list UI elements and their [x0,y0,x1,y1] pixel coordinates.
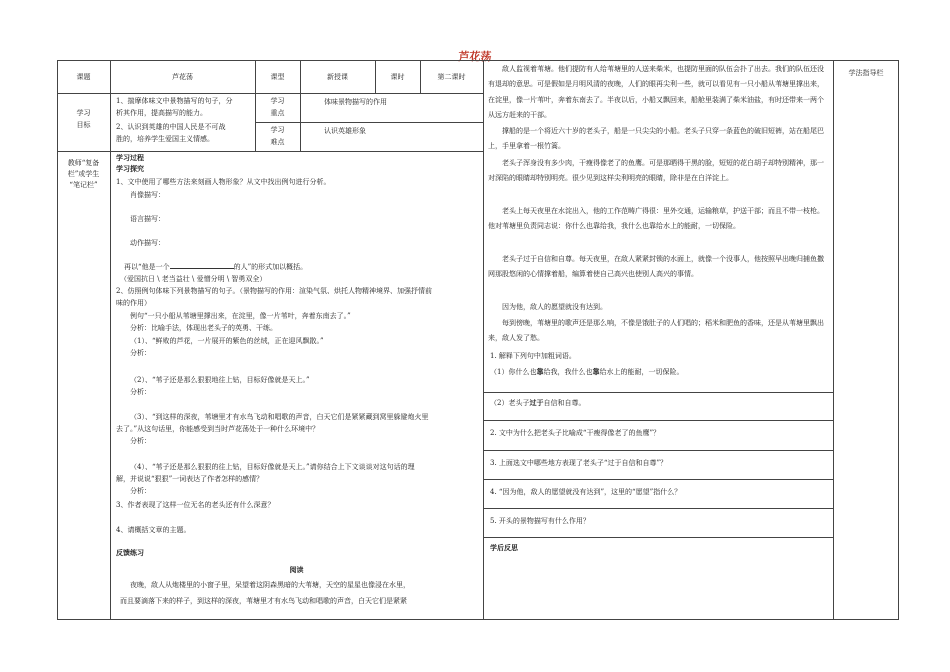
key-value: 体味景物描写的作用 [324,98,387,106]
period-label: 课时 [390,73,405,81]
divider [255,122,483,123]
reading-text: 而且要滴落下来的样子，到这样的深夜，苇塘里才有水鸟飞动和唱歌的声音，白天它们是紧紧 [120,597,407,605]
difficulty-value: 认识英雄形象 [324,127,366,135]
goals-label: 目标 [76,121,91,129]
example: 例句“一只小船从苇塘里撑出来，在淀里，像一片苇叶，奔着东南去了。” [130,312,351,320]
key-label: 重点 [270,109,285,117]
divider [483,508,833,509]
example-analysis: 分析：比喻手法，体现出老头子的英勇、干练。 [130,324,277,332]
prompt: 语言描写： [130,215,165,223]
type-label: 课型 [270,73,285,81]
reading-text: 夜晚，敌人从炮楼里的小窗子里，呆望着这阴森黑暗的大苇塘，天空的星星也像浸在水里， [130,581,410,589]
reading-paragraph: 每到傍晚，苇塘里的歌声还是那么响，不像是饿肚子的人们唱的；稻米和肥鱼的香味，还是从苇塘里飘出来，敌人发了愁。 [488,319,824,343]
goals-label: 学习 [76,109,91,117]
goal-line: 胜的，培养学生爱国主义情感。 [116,135,214,143]
sentence: （2）、“苇子还是那么狠狠地往上钻，目标好像就是天上。” [130,376,310,384]
analysis: 分析： [130,388,151,396]
reading-paragraph: 老头上每天夜里在水淀出入，他的工作范畴广得很：里外交通，运输粮草，护送干部；而且不带一枝枪。他对苇塘里负责同志说：你什么也靠给我，我什么也靠给水上的能耐，一切保险。 [488,207,824,231]
sentence: （3）、“到这样的深夜，苇塘里才有水鸟飞动和唱歌的声音，白天它们是紧紧藏到窝里躲避炮火里 [130,413,429,421]
exercise: 5. 开头的景物描写有什么作用？ [490,517,590,525]
topic-value: 芦花荡 [172,73,193,81]
reading-heading: 阅读 [289,565,304,574]
prompt: 肖像描写： [130,191,165,199]
note-column-label: 教师“复备 [67,159,100,167]
question: 1、文中使用了哪些方法来刻画人物形象？从文中找出例句进行分析。 [116,178,331,186]
exercise-item: （2）老头子过于自信和自尊。 [490,398,586,407]
goal-line: 2、认识到英雄的中国人民是不可战 [116,123,226,131]
divider [483,479,833,480]
sentence: （4）、“苇子还是那么狠狠的往上钻，目标好像就是天上。”请你结合上下文谈谈对这句话的理 [130,463,415,471]
blank-line[interactable] [170,262,234,269]
difficulty-label: 学习 [270,126,285,134]
divider [483,420,833,421]
prompt: 再以“他是一个 的人”的形式加以概括。 [124,263,308,271]
divider [833,60,834,620]
topic-label: 课题 [76,73,91,81]
goal-line: 析其作用，提高描写的能力。 [116,109,207,117]
divider [483,60,484,620]
reflection-heading: 学后反思 [490,543,518,552]
exercise: 4. “因为他，敌人的愿望就没有达到”，这里的“愿望”指什么？ [490,488,682,496]
exercise: 3. 上面选文中哪些地方表现了老头子“过于自信和自尊”？ [490,459,668,467]
analysis: 分析： [130,349,151,357]
goal-line: 1、揣摩体味文中景物描写的句子，分 [116,97,233,105]
reading-paragraph: 撑船的是一个将近六十岁的老头子，船是一只尖尖的小船。老头子只穿一条蓝色的破旧短裤，站在船尾巴上，手里拿着一根竹篙。 [488,127,824,151]
exercise-item: （1）你什么也靠给我，我什么也靠给水上的能耐，一切保险。 [490,367,684,376]
analysis: 分析： [130,437,151,445]
difficulty-label: 难点 [270,138,285,146]
section-heading: 学习过程 [116,153,144,162]
question: 3、作者表现了这样一位无名的老头还有什么深意？ [116,501,275,509]
divider [57,151,483,152]
reading-paragraph: 老头子过于自信和自尊。每天夜里，在敌人紧紧封锁的水面上，就像一个没事人，他按照早出晚归捕鱼撒网那股悠闲的心情撑着船，编算着使自己高兴也使别人高兴的事情。 [488,255,824,279]
divider [110,151,111,620]
divider [57,93,483,94]
sentence: 去了。”从这句话里，你能感受到当时芦花荡处于一种什么环境中？ [116,425,320,433]
options: （爱国抗日 \ 老当益壮 \ 爱憎分明 \ 智勇双全） [120,275,267,283]
type-value: 新授课 [327,73,348,81]
note-column-label: “笔记栏” [69,181,98,189]
divider [483,392,833,393]
key-label: 学习 [270,97,285,105]
question: 味的作用） [116,299,151,307]
prompt: 动作描写： [130,239,165,247]
reading-paragraph: 老头子浑身没有多少肉，干瘦得像老了的鱼鹰。可是那晒得干黑的脸，短短的花白胡子却特别精神，那一对深陷的眼睛却特别明亮。很少见到这样尖利明亮的眼睛，除非是在白洋淀上。 [488,159,824,183]
section-heading: 反馈练习 [116,548,144,557]
divider [483,537,833,538]
period-value: 第二课时 [437,73,466,81]
analysis: 分析： [130,487,151,495]
guide-column-label: 学法指导栏 [848,69,884,77]
sentence: （1）、“鲜败的芦花，一片展开的紫色的丝绒，正在迎风飘散。” [130,337,324,345]
divider [483,450,833,451]
question: 4、请概括文章的主题。 [116,526,191,534]
question: 2、仿照例句体味下列景物描写的句子。（景物描写的作用：渲染气氛、烘托人物精神境界、加强抒情前 [116,287,432,295]
page-title: 芦花荡 [458,50,492,63]
reading-paragraph: 敌人监视着苇塘。他们提防有人给苇塘里的人送来柴米，也提防里面的队伍会扑了出去。我们的队伍还没有退却的意思。可是假如是月明风清的夜晚，人们的眼再尖利一些，就可以看见有一只小船从苇塘里撑出来，在淀里，像一片苇叶，奔着东南去了。半夜以后，小船又飘回来，船舱里装满了柴米油盐，有时还带来一两个从远方赶来的干部。 [488,65,824,120]
note-column-label: 栏”或学生 [67,170,100,178]
sentence: 解，并说说“狠狠”一词表达了作者怎样的感情？ [116,475,264,483]
exercise: 1. 解释下列句中加粗词语。 [490,352,576,360]
reading-paragraph: 因为他，敌人的愿望就没有达到。 [502,303,607,311]
exercise: 2. 文中为什么把老头子比喻成“干瘦得像老了的鱼鹰”？ [490,429,661,437]
section-heading: 学习探究 [116,164,144,173]
